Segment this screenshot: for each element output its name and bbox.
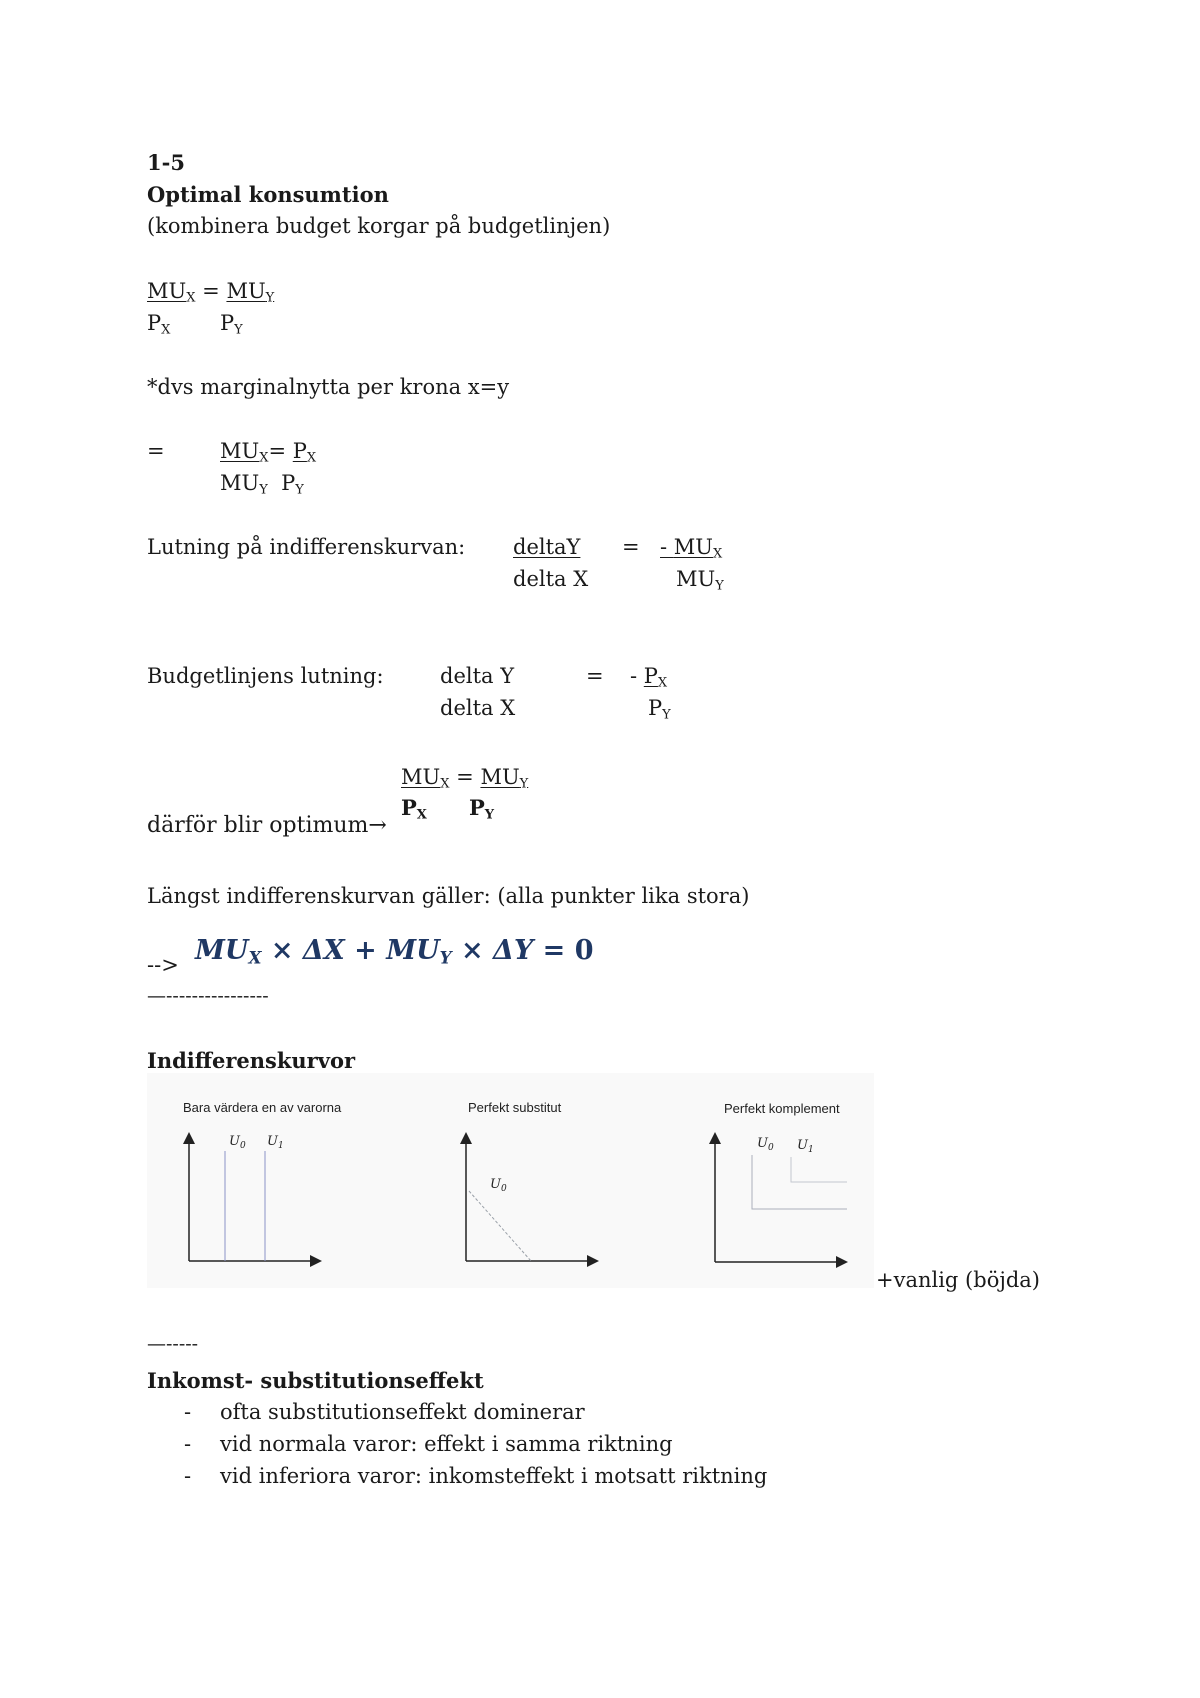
section-number: 1-5 xyxy=(147,150,185,175)
optimum-denominator-left: $P_X$ xyxy=(401,795,427,823)
panel2-curve-u0 xyxy=(469,1191,531,1261)
panel2-label-u0: $U_0$ xyxy=(490,1177,507,1194)
panel1-label-u1: $U_1$ xyxy=(267,1134,284,1151)
list-item: vid inferiora varor: inkomsteffekt i motsatt riktning xyxy=(220,1464,768,1488)
budget-slope-rhs-numerator: - $P_X$ xyxy=(630,664,668,691)
note-text: *dvs marginalnytta per krona x=y xyxy=(147,375,510,399)
indiff-slope-rhs-denominator: $MU_Y$ xyxy=(676,567,724,594)
eq1-denominator-left: $P_X$ xyxy=(147,311,171,338)
budget-slope-equals: = xyxy=(586,664,604,688)
budget-slope-rhs-denominator: $P_Y$ xyxy=(648,696,671,723)
list-item: ofta substitutionseffekt dominerar xyxy=(220,1400,585,1424)
indiff-slope-equals: = xyxy=(622,535,640,559)
indiff-slope-denominator: delta X xyxy=(513,567,589,591)
intro-text: (kombinera budget korgar på budgetlinjen) xyxy=(147,214,611,238)
indiff-slope-numerator: deltaY xyxy=(513,535,581,559)
list-bullet: - xyxy=(184,1432,192,1456)
indiff-slope-label: Lutning på indifferenskurvan: xyxy=(147,535,466,559)
budget-slope-numerator: delta Y xyxy=(440,664,515,688)
figure-note: +vanlig (böjda) xyxy=(876,1268,1041,1292)
arrow-text: --> xyxy=(147,953,179,977)
along-curve-text: Längst indifferenskurvan gäller: (alla punkter lika stora) xyxy=(147,884,750,908)
optimum-denominator-right: $P_Y$ xyxy=(469,795,495,823)
indifference-curves-title: Indifferenskurvor xyxy=(147,1048,356,1073)
eq2-lead: = xyxy=(147,439,165,463)
list-bullet: - xyxy=(184,1464,192,1488)
income-substitution-title: Inkomst- substitutionseffekt xyxy=(147,1368,484,1393)
indiff-slope-rhs-numerator: - $MU_X$ xyxy=(660,535,723,562)
panel3-title: Perfekt komplement xyxy=(724,1101,840,1116)
section-title: Optimal konsumtion xyxy=(147,182,389,207)
total-differential-formula: $MU_X \times \Delta X + MU_Y \times \Delta Y = 0$ xyxy=(195,935,594,968)
eq2-numerator: $MU_X= P_X$ xyxy=(220,439,317,466)
optimum-numerator: $MU_X = MU_Y$ xyxy=(401,765,529,792)
divider-2: —----- xyxy=(147,1333,199,1355)
panel2-title: Perfekt substitut xyxy=(468,1100,562,1115)
panel3-label-u1: $U_1$ xyxy=(797,1138,814,1155)
budget-slope-denominator: delta X xyxy=(440,696,516,720)
divider-1: —---------------- xyxy=(147,985,269,1007)
budget-slope-label: Budgetlinjens lutning: xyxy=(147,664,384,688)
panel1-title: Bara värdera en av varorna xyxy=(183,1100,342,1115)
eq1-denominator-right: $P_Y$ xyxy=(220,311,243,338)
list-bullet: - xyxy=(184,1400,192,1424)
panel3-curve-u1 xyxy=(791,1157,847,1182)
optimum-label: därför blir optimum→ xyxy=(147,813,387,838)
panel3-label-u0: $U_0$ xyxy=(757,1136,774,1153)
indifference-curves-svg xyxy=(147,1073,874,1288)
indifference-curves-figure xyxy=(147,1073,874,1288)
list-item: vid normala varor: effekt i samma riktning xyxy=(220,1432,673,1456)
eq1-numerator: $MU_X = MU_Y$ xyxy=(147,279,275,306)
eq2-denominator: $MU_Y$ $P_Y$ xyxy=(220,471,304,498)
panel1-label-u0: $U_0$ xyxy=(229,1134,246,1151)
